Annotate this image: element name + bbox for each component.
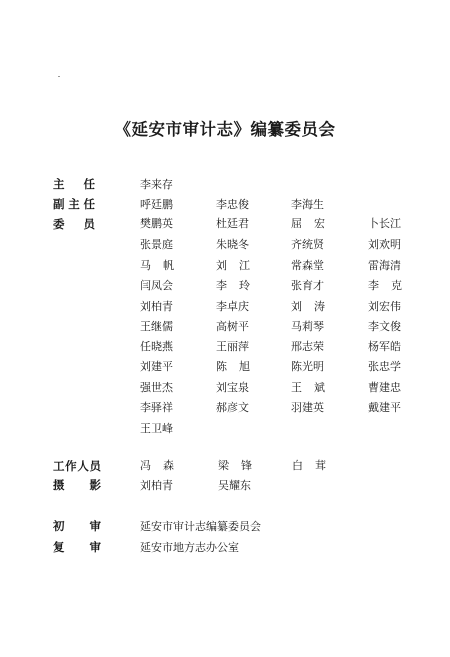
role-label-members: 委 员: [53, 217, 95, 231]
person-name: 梁 锋: [218, 459, 252, 472]
scan-speck: [58, 76, 60, 77]
person-name: 李 克: [368, 279, 402, 292]
person-name: 刘宝泉: [216, 381, 249, 394]
person-name: 延安市地方志办公室: [140, 541, 239, 554]
role-label-director: 主 任: [53, 177, 95, 191]
person-name: 刘欢明: [368, 238, 401, 251]
person-name: 刘柏青: [140, 300, 173, 313]
person-name: 王继儒: [140, 320, 173, 333]
person-name: 樊鹏英: [140, 217, 173, 230]
person-name: 高树平: [216, 320, 249, 333]
person-name: 强世杰: [140, 381, 173, 394]
person-name: 李海生: [291, 198, 324, 211]
person-name: 王卫峰: [140, 422, 173, 435]
person-name: 朱晓冬: [216, 238, 249, 251]
person-name: 李卓庆: [216, 300, 249, 313]
role-label-first_review: 初 审: [53, 519, 101, 533]
person-name: 郝彦文: [216, 401, 249, 414]
person-name: 吴耀东: [218, 479, 251, 492]
person-name: 邢志荣: [291, 340, 324, 353]
person-name: 任晓燕: [140, 340, 173, 353]
person-name: 刘 涛: [291, 300, 325, 313]
page-title: 《延安市审计志》编纂委员会: [114, 120, 336, 139]
person-name: 刘建平: [140, 360, 173, 373]
person-name: 齐统贤: [291, 238, 324, 251]
person-name: 张景庭: [140, 238, 173, 251]
person-name: 羽建英: [291, 401, 324, 414]
role-label-photo: 摄 影: [53, 478, 101, 492]
person-name: 张忠学: [368, 360, 401, 373]
person-name: 呼廷鹏: [140, 198, 173, 211]
person-name: 常森堂: [291, 259, 324, 272]
person-name: 延安市审计志编纂委员会: [140, 520, 261, 533]
person-name: 陈光明: [291, 360, 324, 373]
person-name: 马 帆: [140, 259, 174, 272]
person-name: 白 茸: [292, 459, 326, 472]
person-name: 马莉琴: [291, 320, 324, 333]
person-name: 雷海清: [368, 259, 401, 272]
person-name: 王 斌: [291, 381, 325, 394]
person-name: 杨军皓: [368, 340, 401, 353]
person-name: 张育才: [291, 279, 324, 292]
person-name: 李驿祥: [140, 401, 173, 414]
person-name: 戴建平: [368, 401, 401, 414]
person-name: 杜廷君: [216, 217, 249, 230]
person-name: 刘 江: [216, 259, 250, 272]
role-label-staff: 工 作 人 员: [53, 459, 101, 473]
person-name: 李来存: [140, 178, 173, 191]
person-name: 曹建忠: [368, 381, 401, 394]
role-label-final_review: 复 审: [53, 540, 101, 554]
person-name: 李忠俊: [216, 198, 249, 211]
person-name: 王丽萍: [216, 340, 249, 353]
person-name: 闫凤会: [140, 279, 173, 292]
person-name: 刘柏青: [140, 479, 173, 492]
role-label-deputy: 副 主 任: [53, 197, 95, 211]
person-name: 刘宏伟: [368, 300, 401, 313]
person-name: 屈 宏: [291, 217, 325, 230]
person-name: 卜长江: [368, 217, 401, 230]
person-name: 李文俊: [368, 320, 401, 333]
person-name: 陈 旭: [216, 360, 250, 373]
person-name: 冯 森: [140, 459, 174, 472]
person-name: 李 玲: [216, 279, 250, 292]
